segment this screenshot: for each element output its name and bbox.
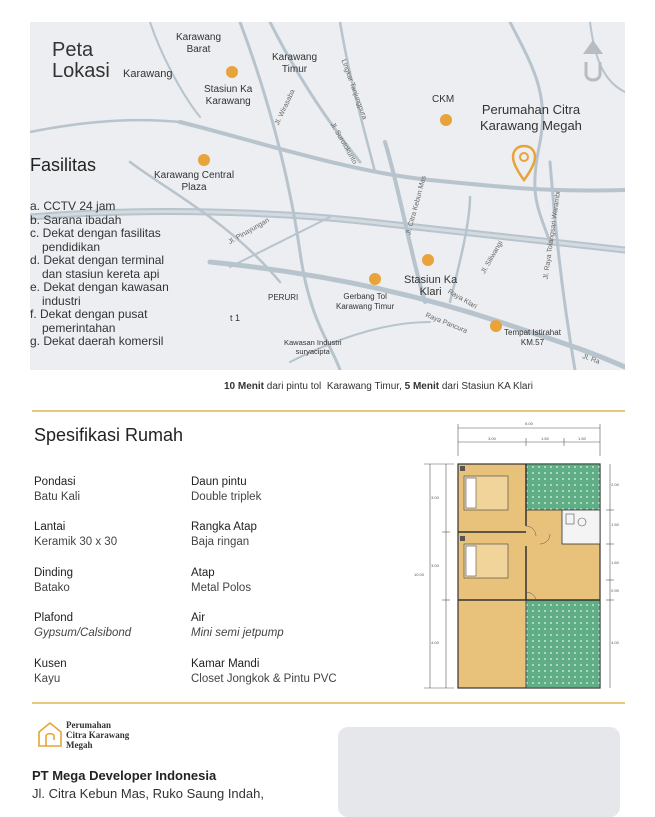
label-kawasan-industri: Kawasan Industri suryacipta <box>284 338 342 356</box>
dim-left-b: 3.00 <box>431 563 439 568</box>
marker-karawang-barat <box>226 66 238 78</box>
dim-right-e: 4.00 <box>611 640 619 645</box>
label-stasiun-karawang: Stasiun Ka Karawang <box>204 84 253 107</box>
divider-top <box>32 410 625 412</box>
company-name: PT Mega Developer Indonesia <box>32 768 217 783</box>
dim-right-c: 1.60 <box>611 560 619 565</box>
spec-plafond: Plafond Gypsum/Calsibond <box>34 612 132 639</box>
dim-top-c: 1.50 <box>578 436 586 441</box>
marker-central-plaza <box>198 154 210 166</box>
dim-right-d: 0.90 <box>611 588 619 593</box>
spec-kusen: Kusen Kayu <box>34 658 67 685</box>
marker-ckm <box>440 114 452 126</box>
label-peruri: PERURI <box>268 293 299 302</box>
distance-note: 10 Menit dari pintu tol Karawang Timur, 5 Menit dari Stasiun KA Klari <box>224 381 534 392</box>
spec-rangka-atap: Rangka Atap Baja ringan <box>191 521 257 548</box>
label-tempat-istirahat: Tempat Istirahat KM.57 <box>504 328 561 347</box>
spec-lantai: Lantai Keramik 30 x 30 <box>34 521 118 548</box>
dim-right-a: 2.00 <box>611 482 619 487</box>
label-ckm: CKM <box>432 94 455 105</box>
facility-item: industri <box>42 293 81 308</box>
label-stasiun-klari: Stasiun Ka Klari <box>404 274 458 298</box>
road-kebun-mas: Jl. Citra Kebun Mas <box>405 175 428 236</box>
spec-kamar-mandi: Kamar Mandi Closet Jongkok & Pintu PVC <box>191 658 337 685</box>
facility-item: dan stasiun kereta api <box>42 266 160 281</box>
label-karawang-timur: Karawang Timur <box>272 52 318 75</box>
spec-pondasi: Pondasi Batu Kali <box>34 476 81 503</box>
spec-title: Spesifikasi Rumah <box>34 425 184 445</box>
divider-bottom <box>32 702 625 704</box>
facility-item: pemerintahan <box>42 320 116 335</box>
road-siliwangi: Jl. Siliwangi <box>480 239 505 276</box>
dim-top-b: 1.50 <box>541 436 549 441</box>
road-wirasaba: Jl. Wirasaba <box>273 88 297 127</box>
compass-icon <box>582 40 604 84</box>
road-tolangsari: Jl. Raya Tolangsari Warambi <box>542 191 562 280</box>
facility-item: e. Dekat dengan kawasan <box>30 280 169 294</box>
dim-right-b: 1.50 <box>611 522 619 527</box>
label-karawang: Karawang <box>123 68 173 80</box>
marker-gerbang-tol <box>369 273 381 285</box>
label-central-plaza: Karawang Central Plaza <box>154 170 235 193</box>
label-gerbang-tol: Gerbang Tol Karawang Timur <box>336 292 395 311</box>
facility-item: f. Dekat dengan pusat <box>30 307 148 321</box>
spec-daun-pintu: Daun pintu Double triplek <box>191 476 262 503</box>
dim-left-c: 4.00 <box>431 640 439 645</box>
map-title: Peta Lokasi <box>52 39 110 82</box>
company-address: Jl. Citra Kebun Mas, Ruko Saung Indah, <box>32 786 264 801</box>
facility-item: c. Dekat dengan fasilitas <box>30 226 161 240</box>
facility-item: pendidikan <box>42 239 101 254</box>
facilities-title: Fasilitas <box>30 155 97 175</box>
road-raya-pancura: Raya Pancura <box>424 311 469 336</box>
label-perumahan: Perumahan Citra Karawang Megah <box>480 102 582 133</box>
marker-stasiun-klari <box>422 254 434 266</box>
facility-item: a. CCTV 24 jam <box>30 199 116 213</box>
dim-left-a: 3.00 <box>431 495 439 500</box>
floor-plan <box>410 416 625 696</box>
road-ra: Jl. Ra <box>581 353 601 366</box>
marker-tempat-istirahat <box>490 320 502 332</box>
dim-top-total: 6.00 <box>525 421 533 426</box>
house-logo-icon <box>37 720 63 748</box>
label-karawang-barat: Karawang Barat <box>176 32 222 55</box>
facility-item: d. Dekat dengan terminal <box>30 253 165 267</box>
facility-item: g. Dekat daerah komersil <box>30 334 164 348</box>
road-pinayungan: Jl. Pinayungan <box>227 216 271 247</box>
spec-dinding: Dinding Batako <box>34 567 73 594</box>
road-surotokunto: Jl. Surotokunto <box>328 121 359 166</box>
spec-atap: Atap Metal Polos <box>191 567 252 594</box>
dim-top-a: 3.00 <box>488 436 496 441</box>
spec-air: Air Mini semi jetpump <box>191 612 284 639</box>
location-pin-icon <box>511 144 537 184</box>
dim-left-total: 10.00 <box>413 572 425 577</box>
road-raya-klari: Raya Klari <box>446 288 478 311</box>
facilities-list <box>30 200 230 349</box>
label-t1: t 1 <box>230 313 241 323</box>
facility-item: b. Sarana ibadah <box>30 212 122 227</box>
logo-text: Perumahan Citra Karawang Megah <box>66 720 130 750</box>
road-lingkar: Lingkar Tanjungpura <box>339 58 368 121</box>
